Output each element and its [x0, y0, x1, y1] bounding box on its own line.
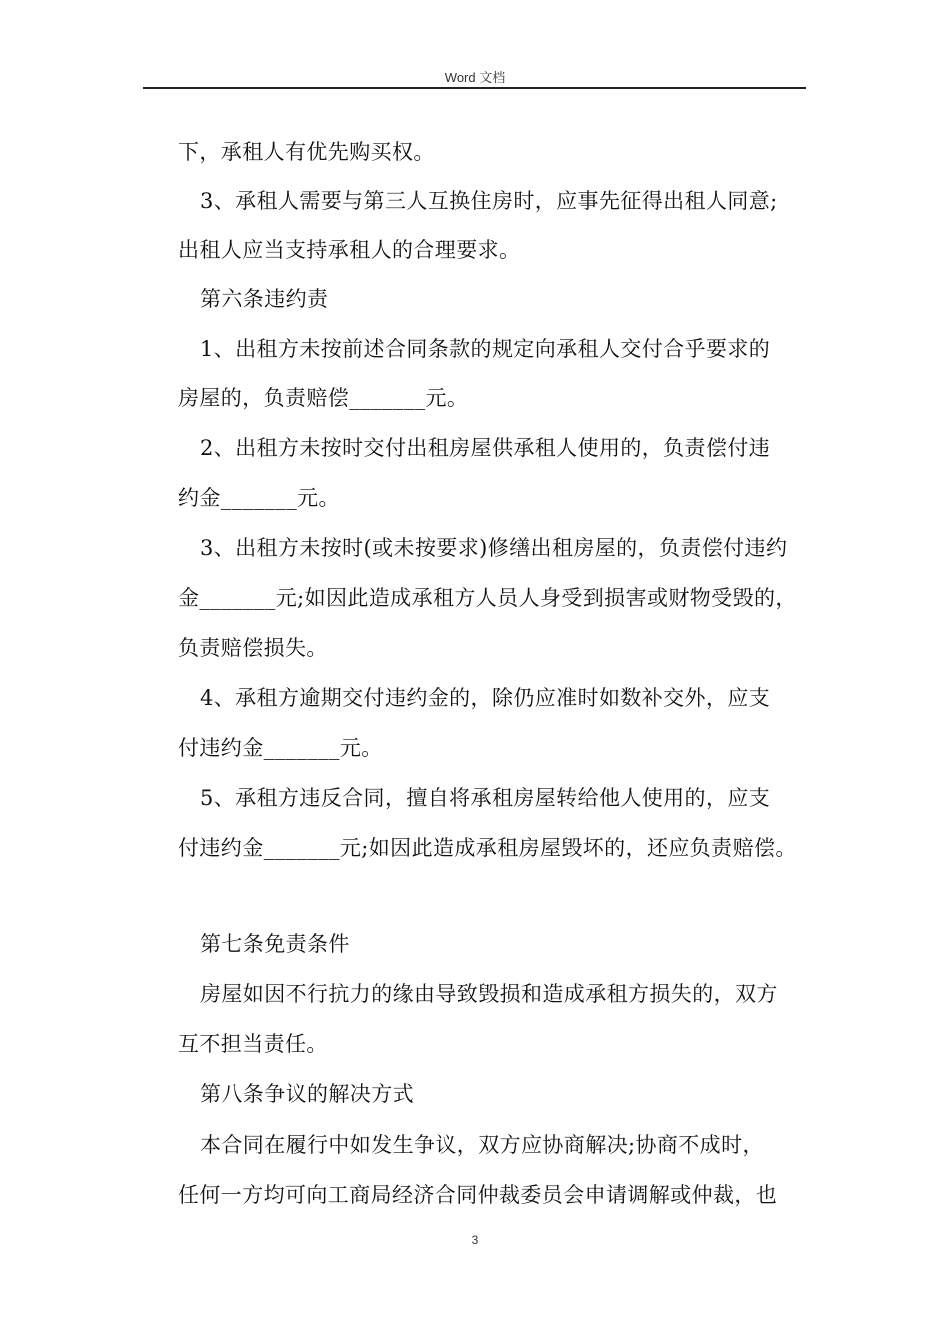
section-heading: 第八条争议的解决方式	[200, 1082, 414, 1106]
text-line: 出租人应当支持承租人的合理要求。	[178, 238, 521, 262]
text-line: 本合同在履行中如发生争议，双方应协商解决;协商不成时，	[200, 1133, 764, 1157]
text-line: 5、承租方违反合同，擅自将承租房屋转给他人使用的，应支	[200, 786, 771, 810]
page-number: 3	[471, 1233, 479, 1247]
section-heading: 第六条违约责	[200, 287, 329, 311]
text-line: 付违约金_______元;如因此造成承租房屋毁坏的，还应负责赔偿。	[178, 836, 797, 860]
text-line: 3、承租人需要与第三人互换住房时，应事先征得出租人同意;	[200, 189, 778, 213]
text-line: 下，承租人有优先购买权。	[178, 140, 435, 164]
text-line: 任何一方均可向工商局经济合同仲裁委员会申请调解或仲裁，也	[178, 1183, 778, 1207]
text-line: 互不担当责任。	[178, 1032, 328, 1056]
page-header-title: Word 文档	[444, 70, 506, 85]
text-line: 约金_______元。	[178, 486, 340, 510]
text-line: 金_______元;如因此造成承租方人员人身受到损害或财物受毁的，	[178, 586, 797, 610]
text-line: 4、承租方逾期交付违约金的，除仍应准时如数补交外，应支	[200, 686, 771, 710]
text-line: 3、出租方未按时(或未按要求)修缮出租房屋的，负责偿付违约	[200, 536, 788, 560]
text-line: 房屋如因不行抗力的缘由导致毁损和造成承租方损失的，双方	[200, 982, 778, 1006]
text-line: 付违约金_______元。	[178, 736, 383, 760]
text-line: 2、出租方未按时交付出租房屋供承租人使用的，负责偿付违	[200, 436, 771, 460]
text-line: 负责赔偿损失。	[178, 636, 328, 660]
header-divider	[143, 87, 806, 89]
text-line: 房屋的，负责赔偿_______元。	[178, 386, 469, 410]
section-heading: 第七条免责条件	[200, 932, 350, 956]
text-line: 1、出租方未按前述合同条款的规定向承租人交付合乎要求的	[200, 337, 771, 361]
